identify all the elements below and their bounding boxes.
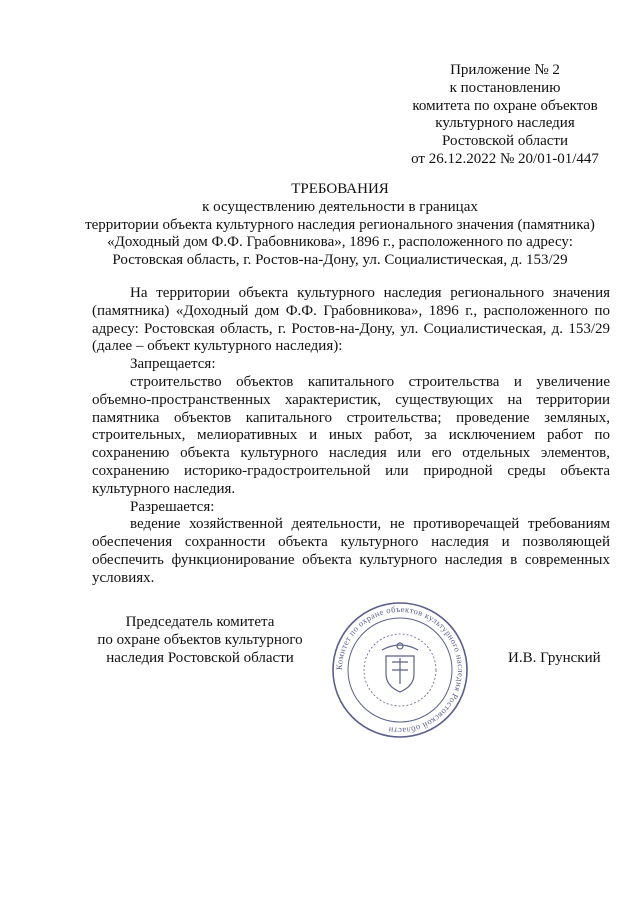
body-paragraph: ведение хозяйственной деятельности, не противоречащей требованиям обеспечения сохранности объекта культурного наследия и позволяющей обеспечить функционирование объекта культурного наследия в современных условиях. [92,516,610,586]
document-title-block [60,181,620,270]
body-paragraph: строительство объектов капитального строительства и увеличение объемно-пространственных характеристик, существующих на территории памятника объектов капитального строительства; проведение земляных, строительных, мелиоративных и иных работ, за исключением работ по сохранению объекта культурного наследия или его отдельных элементов, сохранению историко-градостроительной или природной среды объекта культурного наследия. [92,373,610,497]
appendix-line: Ростовской области [442,133,568,150]
seal-outer-text: Комитет по охране объектов культурного наследия Ростовской области [333,603,467,737]
document-heading: ТРЕБОВАНИЯ [291,181,389,197]
signatory-position-line: Председатель комитета [125,614,275,630]
title-line: к осуществлению деятельности в границах [202,198,478,215]
title-line: «Доходный дом Ф.Ф. Грабовникова», 1896 г., расположенного по адресу: [107,234,573,251]
official-seal [330,600,470,740]
coat-of-arms-icon [382,643,418,692]
signatory-position-line: по охране объектов культурного [97,631,303,648]
appendix-line: от 26.12.2022 № 20/01-01/447 [411,150,599,167]
signatory-position [88,614,312,667]
appendix-line: культурного наследия [435,115,575,132]
signatory-name: И.В. Грунский [508,650,601,666]
appendix-line: Приложение № 2 [450,62,560,78]
body-paragraph: Разрешается: [130,498,215,515]
appendix-line: комитета по охране объектов [412,97,598,114]
body-paragraph: Запрещается: [130,356,216,373]
document-body [92,285,610,588]
appendix-line: к постановлению [449,79,561,96]
body-paragraph: На территории объекта культурного наследия регионального значения (памятника) «Доходный дом Ф.Ф. Грабовникова», 1896 г., расположенного по адресу: Ростовская область, г. Ростов-на-Дону, ул. Социалистическая, д. 153/29 (далее – объект культурного наследия): [92,285,610,355]
title-line: Ростовская область, г. Ростов-на-Дону, ул. Социалистическая, д. 153/29 [112,252,568,269]
signatory-position-line: наследия Ростовской области [106,649,294,666]
appendix-header [380,62,630,169]
title-line: территории объекта культурного наследия регионального значения (памятника) [85,216,595,233]
